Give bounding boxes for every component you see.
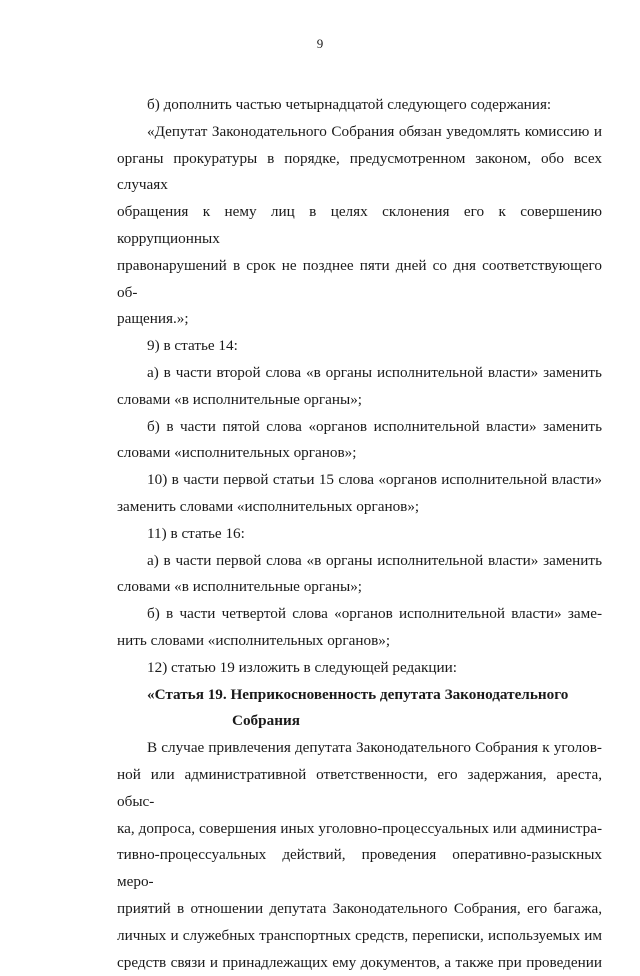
text-line: ка, допроса, совершения иных уголовно-процессуальных или администра- [117,816,602,843]
text-line: 9) в статье 14: [117,333,602,360]
text-line: б) дополнить частью четырнадцатой следующего содержания: [117,92,602,119]
text-line: В случае привлечения депутата Законодательного Собрания к уголов- [117,735,602,762]
paragraph-7 [117,521,602,548]
text-line: 12) статью 19 изложить в следующей редакции: [117,655,602,682]
text-line: «Депутат Законодательного Собрания обязан уведомлять комиссию и [117,119,602,146]
article-paragraph [117,735,602,976]
text-line: органы прокуратуры в порядке, предусмотренном законом, обо всех случаях [117,146,602,200]
text-line: приятий в отношении депутата Законодательного Собрания, его багажа, [117,896,602,923]
paragraph-6 [117,467,602,521]
paragraph-2 [117,119,602,333]
text-line: ной или административной ответственности, его задержания, ареста, обыс- [117,762,602,816]
text-line: б) в части пятой слова «органов исполнительной власти» заменить [117,414,602,441]
paragraph-9 [117,601,602,655]
paragraph-8 [117,548,602,602]
article-heading: «Статья 19. Неприкосновенность депутата Законодательного [117,682,602,709]
paragraph-5 [117,414,602,468]
text-line: нить словами «исполнительных органов»; [117,628,602,655]
paragraph-1 [117,92,602,119]
text-line: а) в части второй слова «в органы исполнительной власти» заменить [117,360,602,387]
text-line: ращения.»; [117,306,602,333]
page-number: 9 [0,36,640,52]
text-line: 10) в части первой статьи 15 слова «органов исполнительной власти» [117,467,602,494]
paragraph-4 [117,360,602,414]
text-line: б) в части четвертой слова «органов исполнительной власти» заме- [117,601,602,628]
text-line: личных и служебных транспортных средств, переписки, используемых им [117,923,602,950]
article-heading-continued: Собрания [117,708,602,735]
document-body [117,92,602,976]
text-line: обращения к нему лиц в целях склонения его к совершению коррупционных [117,199,602,253]
paragraph-10 [117,655,602,682]
text-line: словами «исполнительных органов»; [117,440,602,467]
text-line: а) в части первой слова «в органы исполнительной власти» заменить [117,548,602,575]
text-line: словами «в исполнительные органы»; [117,387,602,414]
text-line: тивно-процессуальных действий, проведения оперативно-разыскных меро- [117,842,602,896]
text-line: правонарушений в срок не позднее пяти дней со дня соответствующего об- [117,253,602,307]
text-line: 11) в статье 16: [117,521,602,548]
paragraph-3 [117,333,602,360]
text-line: словами «в исполнительные органы»; [117,574,602,601]
text-line: заменить словами «исполнительных органов»; [117,494,602,521]
text-line: средств связи и принадлежащих ему документов, а также при проведении [117,950,602,976]
